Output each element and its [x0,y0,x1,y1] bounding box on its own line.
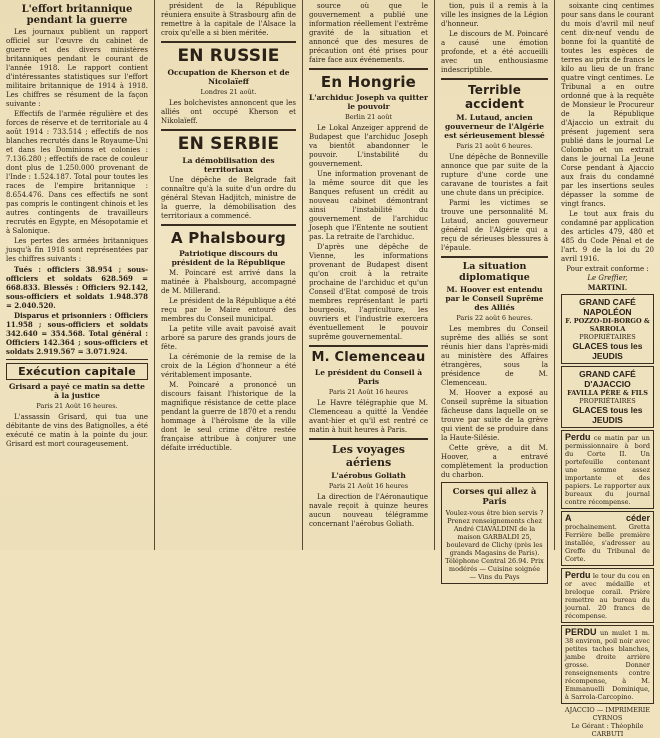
column-2 [155,0,303,550]
divider [309,68,428,70]
paragraph: Pour extrait conforme : [566,265,649,273]
notice-text: ce matin par un permissionnaire à bord du Corte II. Un portefeuille contenant une somme assez importante et des papiers. Le rapporter aux bureaux du journal contre récompense. [565,434,650,506]
paragraph: Le tout aux frais du condamné par application des articles 479, 480 et 485 du Code Pénal et de l'art. 9 de la loi du 20 avril 1916. [561,210,654,263]
headline-voyages-aeriens: Les voyages aériens [332,443,405,469]
paragraph: Les pertes des armées britanniques jusqu'à fin 1918 sont représentées par les chiffres suivants : [6,237,148,263]
paragraph: Une information provenant de la même source dit que les Banques refusent un crédit au nouveau cabinet démontrant ainsi l'instabilité du gouvernement de l'archiduc Joseph que l'Entente ne soutient pas. La retraite de l'archiduc. [309,170,428,241]
ad-tagline: GLACES tous les JEUDIS [572,341,643,361]
dateline: Berlin 21 août [344,113,393,121]
notice-a-ceder [561,511,654,566]
headline-en-serbie: EN SERBIE [177,134,280,154]
ad-title: Corses qui allez à Paris [452,487,537,507]
advertisement-corses [441,482,548,584]
paragraph: La cérémonie de la remise de la croix de la Légion d'honneur a été véritablement imposante. [161,353,296,379]
notice-title: A céder [565,513,650,523]
dateline: Londres 21 août. [200,88,257,96]
dateline: Paris 21 août 6 heures. [456,142,533,150]
paragraph: D'après une dépêche de Vienne, les informations provenant de Budapest disent qu'on croit à la retraite prochaine de l'archiduc et qu'un Conseil d'Etat composé de trois membres représentant le parti bourgeois, l'agriculture, les ouvriers et l'industrie exercera éventuellement le pouvoir suprême gouvernemental. [309,243,428,341]
paragraph: Les bolchevistes annoncent que les alliés ont occupé Kherson et Nikolaïeff. [161,99,296,125]
divider [309,438,428,440]
headline-execution-capitale: Exécution capitale [6,363,148,380]
signature-name: MARTINI. [587,283,628,292]
paragraph: Les journaux publient un rapport officiel sur l'œuvre du cabinet de guerre et des divers ministères britanniques pendant le courant de l'année 1918. Le rapport contient d'intéressantes statistiques sur l'effort militaire britannique de 1914 à 1918. Les chiffres se résument de la façon suivante : [6,28,148,108]
notice-perdu-1 [561,430,654,509]
divider [161,224,296,226]
subheadline: La démobilisation des territoriaux [182,156,275,174]
divider [161,129,296,131]
column-3 [303,0,435,550]
headline-effort-britannique: L'effort britannique pendant la guerre [21,4,133,26]
paragraph: Les membres du Conseil suprême des alliés se sont réunis hier dans l'après-midi au ministère des Affaires étrangères, sous la présidence de M. Clemenceau. [441,325,548,387]
notice-title: Perdu [565,432,591,442]
paragraph: tion, puis il a remis à la ville les insignes de la Légion d'honneur. [441,2,548,28]
paragraph: Une dépêche de Belgrade fait connaître qu'à la suite d'un ordre du général Stevan Hadjitch, ministre de la guerre, la démobilisation des territoriaux a commencé. [161,176,296,220]
column-4 [435,0,555,581]
notice-title: Perdu [565,570,591,580]
paragraph: Tués : officiers 38.954 ; sous-officiers et soldats 628.569 = 668.833. Blessés : Officiers 92.142, sous-officiers et soldats 1.948.378 = 2.040.520. [6,265,148,310]
subheadline: Grisard a payé ce matin sa dette à la justice [9,382,145,400]
headline-situation-diplomatique: La situation diplomatique [459,261,530,283]
notice-title: PERDU [565,627,597,637]
column-1 [0,0,155,550]
subheadline: L'archiduc Joseph va quitter le pouvoir [309,93,429,111]
paragraph: Le président de la République a été reçu par le Maire entouré des membres du Conseil municipal. [161,297,296,323]
ad-text: Voulez-vous être bien servis ? Prenez renseignements chez André CIAVALDINI de la maison GARBALDI 25, boulevard de Clichy (près les grands Magasins de Paris). Téléphone Central 26.94. Prix modérés — Cuisine soignée — Vins du Pays [445,509,544,581]
column-5 [555,0,660,738]
paragraph: Parmi les victimes se trouve une personnalité M. Lutaud, ancien gouverneur général de l'Algérie qui a reçu de sérieuses blessures à l'épaule. [441,199,548,252]
divider [441,256,548,258]
paragraph: La direction de l'Aéronautique navale reçoit à quinze heures aucun nouveau télégramme concernant l'aérobus Goliath. [309,493,428,528]
imprint: AJACCIO — IMPRIMERIE CYRNOS [564,706,651,722]
paragraph: Le discours de M. Poincaré a causé une émotion profonde, et a été accueilli avec un enthousiasme indescriptible. [441,30,548,74]
subheadline: M. Hoover est entendu par le Conseil Suprême des Alliés [445,285,544,312]
advertisement-cafe-napoleon [561,294,654,364]
paragraph: président de la République réuniera ensuite à Strasbourg afin de remettre à la capitale de l'Alsace la croix qu'elle a si bien méritée. [161,2,296,37]
paragraph: Le Lokal Anzeiger apprend de Budapest que l'archiduc Joseph va bientôt abandonner le pouvoir. L'instabilité du gouvernement. [309,124,428,168]
notice-perdu-2 [561,568,654,623]
paragraph: La petite ville avait pavoisé avait arboré sa parure des grands jours de fête. [161,325,296,351]
ad-owner-label: PROPRIÉTAIRES [579,397,636,405]
headline-terrible-accident: Terrible accident [464,83,525,111]
ad-tagline: GLACES tous les JEUDIS [572,405,643,425]
notice-text: un mulet 1 m. 38 environ, poil noir avec petites taches blanches, jambe droite arrière grosse. Donner renseignements contre récompense, à M. Emmanuelli Dominique, à Sarrola-Carcopino. [565,629,650,701]
paragraph: Effectifs de l'armée régulière et des forces de réserve et de territoriale au 4 août 1914 : 733.514 ; effectifs de nos blanches recrutés dans le Royaume-Uni et dans les Dominions et colonies : 7.136.280 ; effectifs de race de couleur dont plus de 1.250.000 provenant de l'Inde : 1.524.187. Total pour toutes les races de l'empire britannique : 8.654.476. Dans ces effectifs ne sont pas compris le contingent chinois et les autres contingents de travailleurs recrutés en Egypte, en Mésopotamie et à Salonique. [6,110,148,235]
paragraph: Une dépêche de Bonneville annonce que par suite de la rupture d'une corde une caravane de touristes a fait une chute dans un précipice. [441,153,548,197]
paragraph: soixante cinq centimes pour sans dans le courant du mois d'avril mil neuf cent dix-neuf vendu de bonne foi la quantité de toutes les espèces de terres au prix de francs le kilo au lieu de un franc quatre vingt centimes. Le Tribunal a en outre ordonné que à la requête de Monsieur le Procureur de la République d'Ajaccio un extrait du présent jugement sera publié dans le journal Le Colombo et un extrait dans le journal La Jeune Corse pendant à Ajaccio aux frais du condamné par les insertions seules dépasser la somme de vingt francs. [561,2,654,208]
paragraph: Disparus et prisonniers : Officiers 11.958 ; sous-officiers et soldats 342.640 = 354.568. Total général : Officiers 142.364 ; sous-officiers et soldats 2.919.567 = 3.071.924. [6,311,148,356]
imprint-gerant: Le Gérant : Théophile CARBUTI [571,722,644,738]
notice-text: le tour du cou en or avec médaille et breloque corail. Prière remettre au bureau du journal. 20 francs de récompense. [565,572,650,620]
ad-title: GRAND CAFÉ NAPOLÉON [579,297,636,317]
dateline: Paris 21 Août 16 heures. [36,402,118,410]
notice-text: prochainement. Gretta Ferrière belle première installée, s'adresser au Greffe du Tribunal de Corte. [565,523,650,563]
paragraph: L'assassin Grisard, qui tua une débitante de vins des Batignolles, a été exécuté ce matin à la pointe du jour. Grisard est mort courageusement. [6,413,148,448]
ad-owner: FAVILLA PÈRE & FILS [567,389,648,397]
divider [309,345,428,347]
headline-a-phalsbourg: A Phalsbourg [171,229,286,247]
dateline: Paris 21 Août 16 heures [328,482,409,490]
ad-title: GRAND CAFÉ D'AJACCIO [579,369,636,389]
subheadline: Le président du Conseil à Paris [314,368,423,386]
dateline: Paris 22 août 6 heures. [456,314,533,322]
paragraph: source où que le gouvernement a publié une information réellement l'extrême gravité de la situation et annoncé que des mesures de précaution ont été prises pour faire face aux événements. [309,2,428,64]
subheadline: M. Lutaud, ancien gouverneur de l'Algérie est sérieusement blessé [444,113,545,140]
paragraph: M. Poincaré est arrivé dans la matinée à Phalsbourg, accompagné de M. Millerand. [161,269,296,295]
divider [441,78,548,80]
paragraph: M. Hoover a exposé au Conseil suprême la situation fâcheuse dans laquelle on se trouve par suite de la grève qui vient de se produire dans la Haute-Silésie. [441,389,548,442]
notice-perdu-3 [561,625,654,704]
paragraph: Le Havre télégraphie que M. Clemenceau a quitté la Vendée avant-hier et qu'il est rentré ce matin à huit heures à Paris. [309,399,428,434]
headline-m-clemenceau: M. Clemenceau [311,350,426,365]
subheadline: Patriotique discours du président de la République [171,249,286,267]
paragraph: Cette grève, a dit M. Hoover, a entravé complètement la production du charbon. [441,444,548,479]
subheadline: Occupation de Kherson et de Nicolaïeff [167,68,290,86]
advertisement-cafe-ajaccio [561,366,654,428]
signature-title: Le Greffier, [587,274,628,282]
subheadline: L'aérobus Goliath [331,471,406,480]
divider [161,41,296,43]
dateline: Paris 21 Août 16 heures [328,388,409,396]
paragraph: M. Poincaré a prononcé un discours faisant l'historique de la magnifique résistance de cette place pendant la guerre de 1870 et a rendu hommage à l'héroïsme de la ville dont le seul crime d'être restée française attribue à conjurer une défaite irréductible. [161,381,296,452]
ad-owner-label: PROPRIÉTAIRES [579,333,636,341]
divider [6,359,148,360]
headline-en-russie: EN RUSSIE [177,46,280,66]
ad-owner: F. POZZO-DI-BORGO & SARROLA [565,317,650,333]
headline-en-hongrie: En Hongrie [320,73,417,91]
